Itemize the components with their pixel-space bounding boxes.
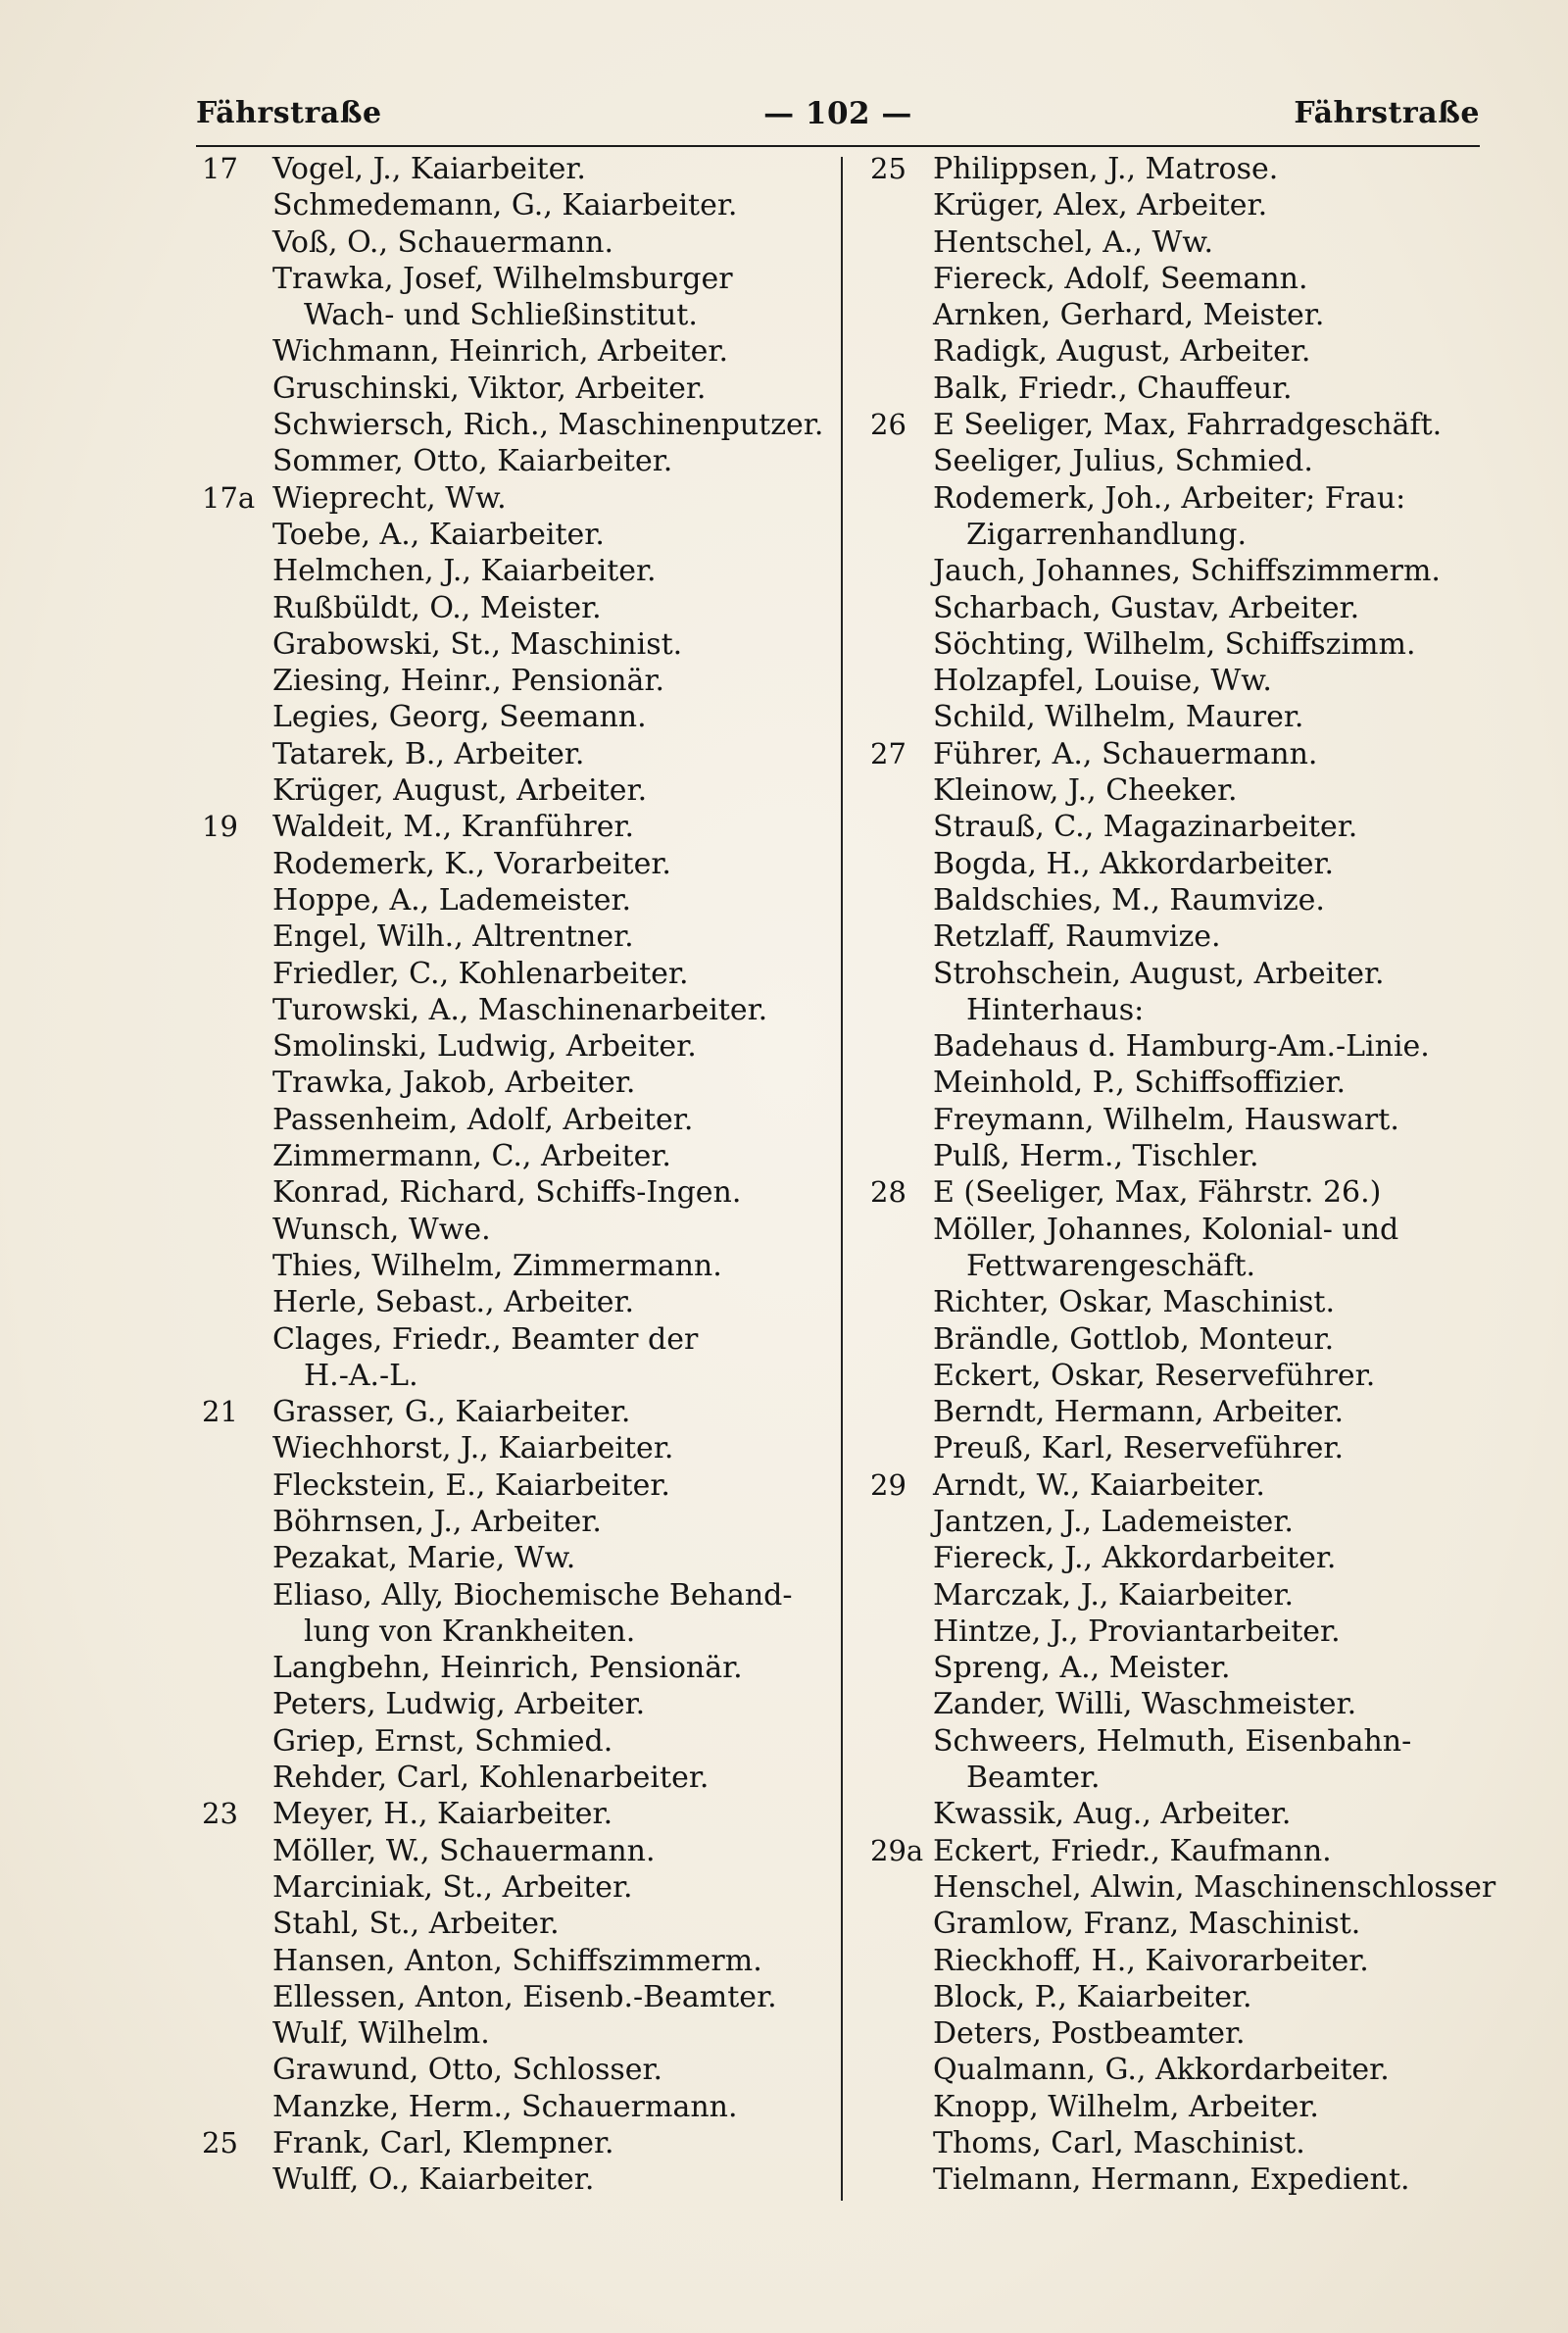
directory-entry [202,956,829,992]
resident-entry: Helmchen, J., Kaiarbeiter. [272,554,657,589]
directory-entry [202,297,829,333]
directory-entry [870,1138,1478,1174]
directory-entry [202,992,829,1028]
resident-entry: Frank, Carl, Klempner. [272,2126,614,2161]
house-number: 17 [202,152,238,185]
resident-entry: Langbehn, Heinrich, Pensionär. [272,1651,743,1686]
resident-entry: Pulß, Herm., Tischler. [933,1139,1259,1174]
resident-entry: Schmedemann, G., Kaiarbeiter. [272,188,738,223]
resident-entry: Schweers, Helmuth, Eisenbahn- [933,1723,1412,1759]
resident-entry: Fiereck, J., Akkordarbeiter. [933,1541,1337,1576]
entry-continuation: Beamter. [966,1761,1101,1796]
resident-entry: Böhrnsen, J., Arbeiter. [272,1504,602,1539]
directory-entry [870,956,1478,992]
resident-entry: Voß, O., Schauermann. [272,224,614,260]
resident-entry: Stahl, St., Arbeiter. [272,1907,560,1942]
resident-entry: Rieckhoff, H., Kaivorarbeiter. [933,1943,1369,1978]
directory-entry [202,224,829,261]
directory-entry [870,1467,1478,1504]
directory-entry [870,918,1478,955]
resident-entry: Rußbüldt, O., Meister. [272,590,602,625]
resident-entry: Philippsen, J., Matrose. [933,152,1279,186]
directory-entry [870,1869,1496,1906]
directory-entry [202,2125,829,2161]
directory-entry [202,1686,829,1722]
resident-entry: Hintze, J., Proviantarbeiter. [933,1613,1341,1649]
directory-entry [202,261,829,297]
header-rule [196,145,1480,147]
resident-entry: Rodemerk, K., Vorarbeiter. [272,846,671,881]
directory-entry [870,1577,1478,1613]
resident-entry: Strohschein, August, Arbeiter. [933,956,1385,991]
resident-entry: Clages, Friedr., Beamter der [272,1321,699,1357]
entry-continuation: Fettwarengeschäft. [966,1248,1256,1283]
resident-entry: Block, P., Kaiarbeiter. [933,1979,1252,2014]
resident-entry: E (Seeliger, Max, Fährstr. 26.) [933,1175,1382,1211]
directory-entry [202,1760,829,1796]
directory-entry [202,809,829,845]
directory-entry [870,1358,1478,1394]
directory-entry [870,2015,1478,2052]
resident-entry: Deters, Postbeamter. [933,2016,1246,2052]
resident-entry: Fiereck, Adolf, Seemann. [933,261,1308,296]
directory-entry [870,1723,1478,1760]
directory-entry [202,1613,829,1650]
resident-entry: Arnken, Gerhard, Meister. [933,298,1325,333]
resident-entry: Zimmermann, C., Arbeiter. [272,1139,671,1174]
directory-entry [870,187,1478,223]
resident-entry: E Seeliger, Max, Fahrradgeschäft. [933,408,1443,443]
directory-entry [202,590,829,626]
resident-entry: Trawka, Jakob, Arbeiter. [272,1066,636,1101]
directory-entry [202,1796,829,1832]
resident-entry: Brändle, Gottlob, Monteur. [933,1321,1335,1357]
directory-entry [202,1102,829,1138]
directory-entry [870,1540,1478,1576]
directory-entry [202,1906,829,1942]
resident-entry: Peters, Ludwig, Arbeiter. [272,1687,646,1722]
directory-entry [202,1138,829,1174]
directory-entry [870,1943,1478,1979]
resident-entry: Wulff, O., Kaiarbeiter. [272,2162,595,2198]
resident-entry: Marczak, J., Kaiarbeiter. [933,1577,1295,1613]
directory-entry [870,1394,1478,1430]
resident-entry: Konrad, Richard, Schiffs-Ingen. [272,1175,742,1211]
directory-entry [202,699,829,735]
directory-entry [202,1833,829,1869]
resident-entry: Thoms, Carl, Maschinist. [933,2126,1305,2161]
resident-entry: Jauch, Johannes, Schiffszimmerm. [933,554,1441,589]
directory-entry [202,1540,829,1576]
resident-entry: Schwiersch, Rich., Maschinenputzer. [272,408,824,443]
resident-entry: Seeliger, Julius, Schmied. [933,444,1313,479]
directory-entry [870,1833,1478,1869]
directory-entry [870,2125,1478,2161]
directory-entry [870,1796,1478,1832]
resident-entry: Führer, A., Schauermann. [933,736,1318,771]
resident-entry: Waldeit, M., Kranführer. [272,810,635,845]
entry-continuation: Hinterhaus: [966,992,1145,1027]
directory-entry [870,1906,1478,1942]
resident-entry: Retzlaff, Raumvize. [933,919,1221,955]
directory-entry [870,1979,1478,2015]
directory-entry [202,626,829,663]
directory-entry [202,333,829,370]
resident-entry: Spreng, A., Meister. [933,1651,1231,1686]
directory-entry [870,626,1478,663]
resident-entry: Scharbach, Gustav, Arbeiter. [933,590,1360,625]
directory-entry [202,371,829,407]
directory-entry [202,1504,829,1540]
directory-entry [870,1430,1478,1466]
resident-entry: Passenheim, Adolf, Arbeiter. [272,1102,694,1137]
directory-entry [870,1212,1478,1248]
directory-entry [202,480,829,517]
resident-entry: Strauß, C., Magazinarbeiter. [933,810,1358,845]
resident-entry: Henschel, Alwin, Maschinenschlosser [933,1869,1496,1905]
resident-entry: Grasser, G., Kaiarbeiter. [272,1395,631,1430]
directory-entry [202,1065,829,1101]
running-head-left: Fährstraße [196,96,382,130]
directory-entry [870,2052,1478,2088]
resident-entry: Marciniak, St., Arbeiter. [272,1869,633,1905]
directory-entry [202,1723,829,1760]
resident-entry: Grawund, Otto, Schlosser. [272,2053,663,2088]
resident-entry: Manzke, Herm., Schauermann. [272,2089,738,2124]
directory-entry [870,590,1478,626]
resident-entry: Eckert, Oskar, Reserveführer. [933,1358,1376,1393]
resident-entry: Preuß, Karl, Reserveführer. [933,1431,1344,1466]
house-number: 29a [870,1833,924,1867]
directory-entry [202,187,829,223]
directory-entry [870,2089,1478,2125]
resident-entry: Ellessen, Anton, Eisenb.-Beamter. [272,1979,777,2014]
resident-entry: Wiechhorst, J., Kaiarbeiter. [272,1431,674,1466]
directory-entry [870,2161,1478,2198]
resident-entry: Freymann, Wilhelm, Hauswart. [933,1102,1399,1137]
right-column [870,151,1496,2199]
resident-entry: Trawka, Josef, Wilhelmsburger [272,261,733,296]
entry-continuation: H.-A.-L. [304,1358,418,1393]
directory-entry [870,517,1478,553]
directory-entry [870,333,1478,370]
directory-entry [870,151,1478,187]
resident-entry: Tielmann, Hermann, Expedient. [933,2162,1410,2198]
resident-entry: Wichmann, Heinrich, Arbeiter. [272,334,728,370]
directory-entry [202,1869,829,1906]
house-number: 26 [870,408,906,442]
directory-entry [870,809,1478,845]
resident-entry: Tatarek, B., Arbeiter. [272,736,585,771]
directory-entry [202,1358,829,1394]
directory-entry [202,1979,829,2015]
resident-entry: Vogel, J., Kaiarbeiter. [272,152,586,186]
resident-entry: Knopp, Wilhelm, Arbeiter. [933,2089,1319,2124]
resident-entry: Söchting, Wilhelm, Schiffszimm. [933,626,1416,662]
directory-entry [202,1577,829,1613]
resident-entry: Sommer, Otto, Kaiarbeiter. [272,444,673,479]
resident-entry: Schild, Wilhelm, Maurer. [933,700,1304,735]
house-number: 19 [202,810,238,844]
resident-entry: Fleckstein, E., Kaiarbeiter. [272,1467,670,1503]
page-header [196,96,1480,139]
directory-entry [870,772,1478,809]
directory-entry [870,1174,1478,1211]
house-number: 29 [870,1467,906,1502]
resident-entry: Wieprecht, Ww. [272,480,507,516]
resident-entry: Radigk, August, Arbeiter. [933,334,1311,370]
resident-entry: Pezakat, Marie, Ww. [272,1541,576,1576]
resident-entry: Badehaus d. Hamburg-Am.-Linie. [933,1029,1430,1065]
directory-entry [870,663,1478,699]
house-number: 25 [202,2126,238,2160]
directory-entry [202,918,829,955]
directory-entry [870,846,1478,882]
directory-entry [870,1028,1478,1065]
directory-entry [870,1321,1478,1358]
directory-entry [870,1102,1478,1138]
resident-entry: Richter, Oskar, Maschinist. [933,1285,1336,1320]
resident-entry: Qualmann, G., Akkordarbeiter. [933,2053,1390,2088]
resident-entry: Griep, Ernst, Schmied. [272,1723,613,1759]
directory-entry [202,2052,829,2088]
resident-entry: Grabowski, St., Maschinist. [272,626,683,662]
directory-entry [870,261,1478,297]
left-column [202,151,829,2199]
directory-entry [870,1504,1478,1540]
directory-entry [870,992,1478,1028]
resident-entry: Jantzen, J., Lademeister. [933,1504,1294,1539]
entry-continuation: Wach- und Schließinstitut. [304,298,698,333]
directory-entry [202,772,829,809]
directory-entry [202,1028,829,1065]
directory-entry [202,443,829,479]
resident-entry: Meinhold, P., Schiffsoffizier. [933,1066,1347,1101]
directory-entry [202,1430,829,1466]
resident-entry: Krüger, Alex, Arbeiter. [933,188,1268,223]
resident-entry: Legies, Georg, Seemann. [272,700,647,735]
resident-entry: Gruschinski, Viktor, Arbeiter. [272,371,707,406]
directory-entry [870,297,1478,333]
house-number: 27 [870,736,906,770]
directory-entry [202,2161,829,2198]
directory-entry [870,371,1478,407]
resident-entry: Holzapfel, Louise, Ww. [933,664,1272,699]
directory-entry [202,1174,829,1211]
directory-entry [870,1613,1478,1650]
resident-entry: Gramlow, Franz, Maschinist. [933,1907,1361,1942]
directory-entry [202,517,829,553]
page-number: — 102 — [763,96,912,131]
running-head-right: Fährstraße [1294,96,1480,130]
entry-continuation: Zigarrenhandlung. [966,517,1247,552]
resident-entry: Arndt, W., Kaiarbeiter. [933,1467,1265,1503]
house-number: 25 [870,152,906,185]
directory-entry [202,1248,829,1284]
directory-entry [870,699,1478,735]
directory-entry [202,1394,829,1430]
resident-entry: Toebe, A., Kaiarbeiter. [272,517,605,552]
entry-continuation: lung von Krankheiten. [304,1613,636,1649]
directory-entry [870,480,1478,517]
resident-entry: Rehder, Carl, Kohlenarbeiter. [272,1761,710,1796]
resident-entry: Eckert, Friedr., Kaufmann. [933,1833,1332,1868]
resident-entry: Balk, Friedr., Chauffeur. [933,371,1293,406]
house-number: 21 [202,1395,238,1429]
directory-entry [202,663,829,699]
resident-entry: Herle, Sebast., Arbeiter. [272,1285,635,1320]
resident-entry: Wulf, Wilhelm. [272,2016,490,2052]
resident-entry: Kwassik, Aug., Arbeiter. [933,1797,1292,1832]
resident-entry: Wunsch, Wwe. [272,1212,491,1247]
resident-entry: Krüger, August, Arbeiter. [272,773,648,809]
directory-entry [870,1248,1478,1284]
directory-entry [870,443,1478,479]
resident-entry: Rodemerk, Joh., Arbeiter; Frau: [933,480,1406,516]
resident-entry: Hansen, Anton, Schiffszimmerm. [272,1943,762,1978]
resident-entry: Engel, Wilh., Altrentner. [272,919,634,955]
column-divider [841,157,843,2201]
directory-entry [202,1212,829,1248]
resident-entry: Eliaso, Ally, Biochemische Behand- [272,1577,793,1613]
resident-entry: Baldschies, M., Raumvize. [933,882,1325,918]
directory-entry [202,1321,829,1358]
resident-entry: Friedler, C., Kohlenarbeiter. [272,956,689,991]
house-number: 17a [202,480,256,515]
directory-entry [202,736,829,772]
directory-entry [202,2089,829,2125]
resident-entry: Möller, Johannes, Kolonial- und [933,1212,1399,1247]
directory-entry [870,736,1478,772]
directory-entry [202,2015,829,2052]
directory-entry [202,553,829,589]
resident-entry: Meyer, H., Kaiarbeiter. [272,1797,613,1832]
directory-entry [202,407,829,443]
directory-entry [870,407,1478,443]
directory-entry [202,1943,829,1979]
resident-entry: Kleinow, J., Cheeker. [933,773,1238,809]
directory-entry [202,1467,829,1504]
house-number: 28 [870,1175,906,1210]
resident-entry: Berndt, Hermann, Arbeiter. [933,1395,1345,1430]
resident-entry: Hoppe, A., Lademeister. [272,882,632,918]
directory-entry [202,1284,829,1320]
directory-entry [870,1065,1478,1101]
resident-entry: Smolinski, Ludwig, Arbeiter. [272,1029,697,1065]
directory-entry [870,1686,1478,1722]
directory-entry [202,1650,829,1686]
directory-entry [202,882,829,918]
directory-entry [870,882,1478,918]
resident-entry: Bogda, H., Akkordarbeiter. [933,846,1335,881]
resident-entry: Thies, Wilhelm, Zimmermann. [272,1248,722,1283]
directory-entry [870,224,1478,261]
house-number: 23 [202,1797,238,1831]
directory-entry [870,1760,1478,1796]
resident-entry: Turowski, A., Maschinenarbeiter. [272,992,768,1027]
resident-entry: Ziesing, Heinr., Pensionär. [272,664,665,699]
directory-entry [202,151,829,187]
directory-entry [870,1650,1478,1686]
resident-entry: Hentschel, A., Ww. [933,224,1213,260]
resident-entry: Zander, Willi, Waschmeister. [933,1687,1357,1722]
resident-entry: Möller, W., Schauermann. [272,1833,656,1868]
directory-entry [202,846,829,882]
directory-entry [870,1284,1478,1320]
directory-entry [870,553,1478,589]
